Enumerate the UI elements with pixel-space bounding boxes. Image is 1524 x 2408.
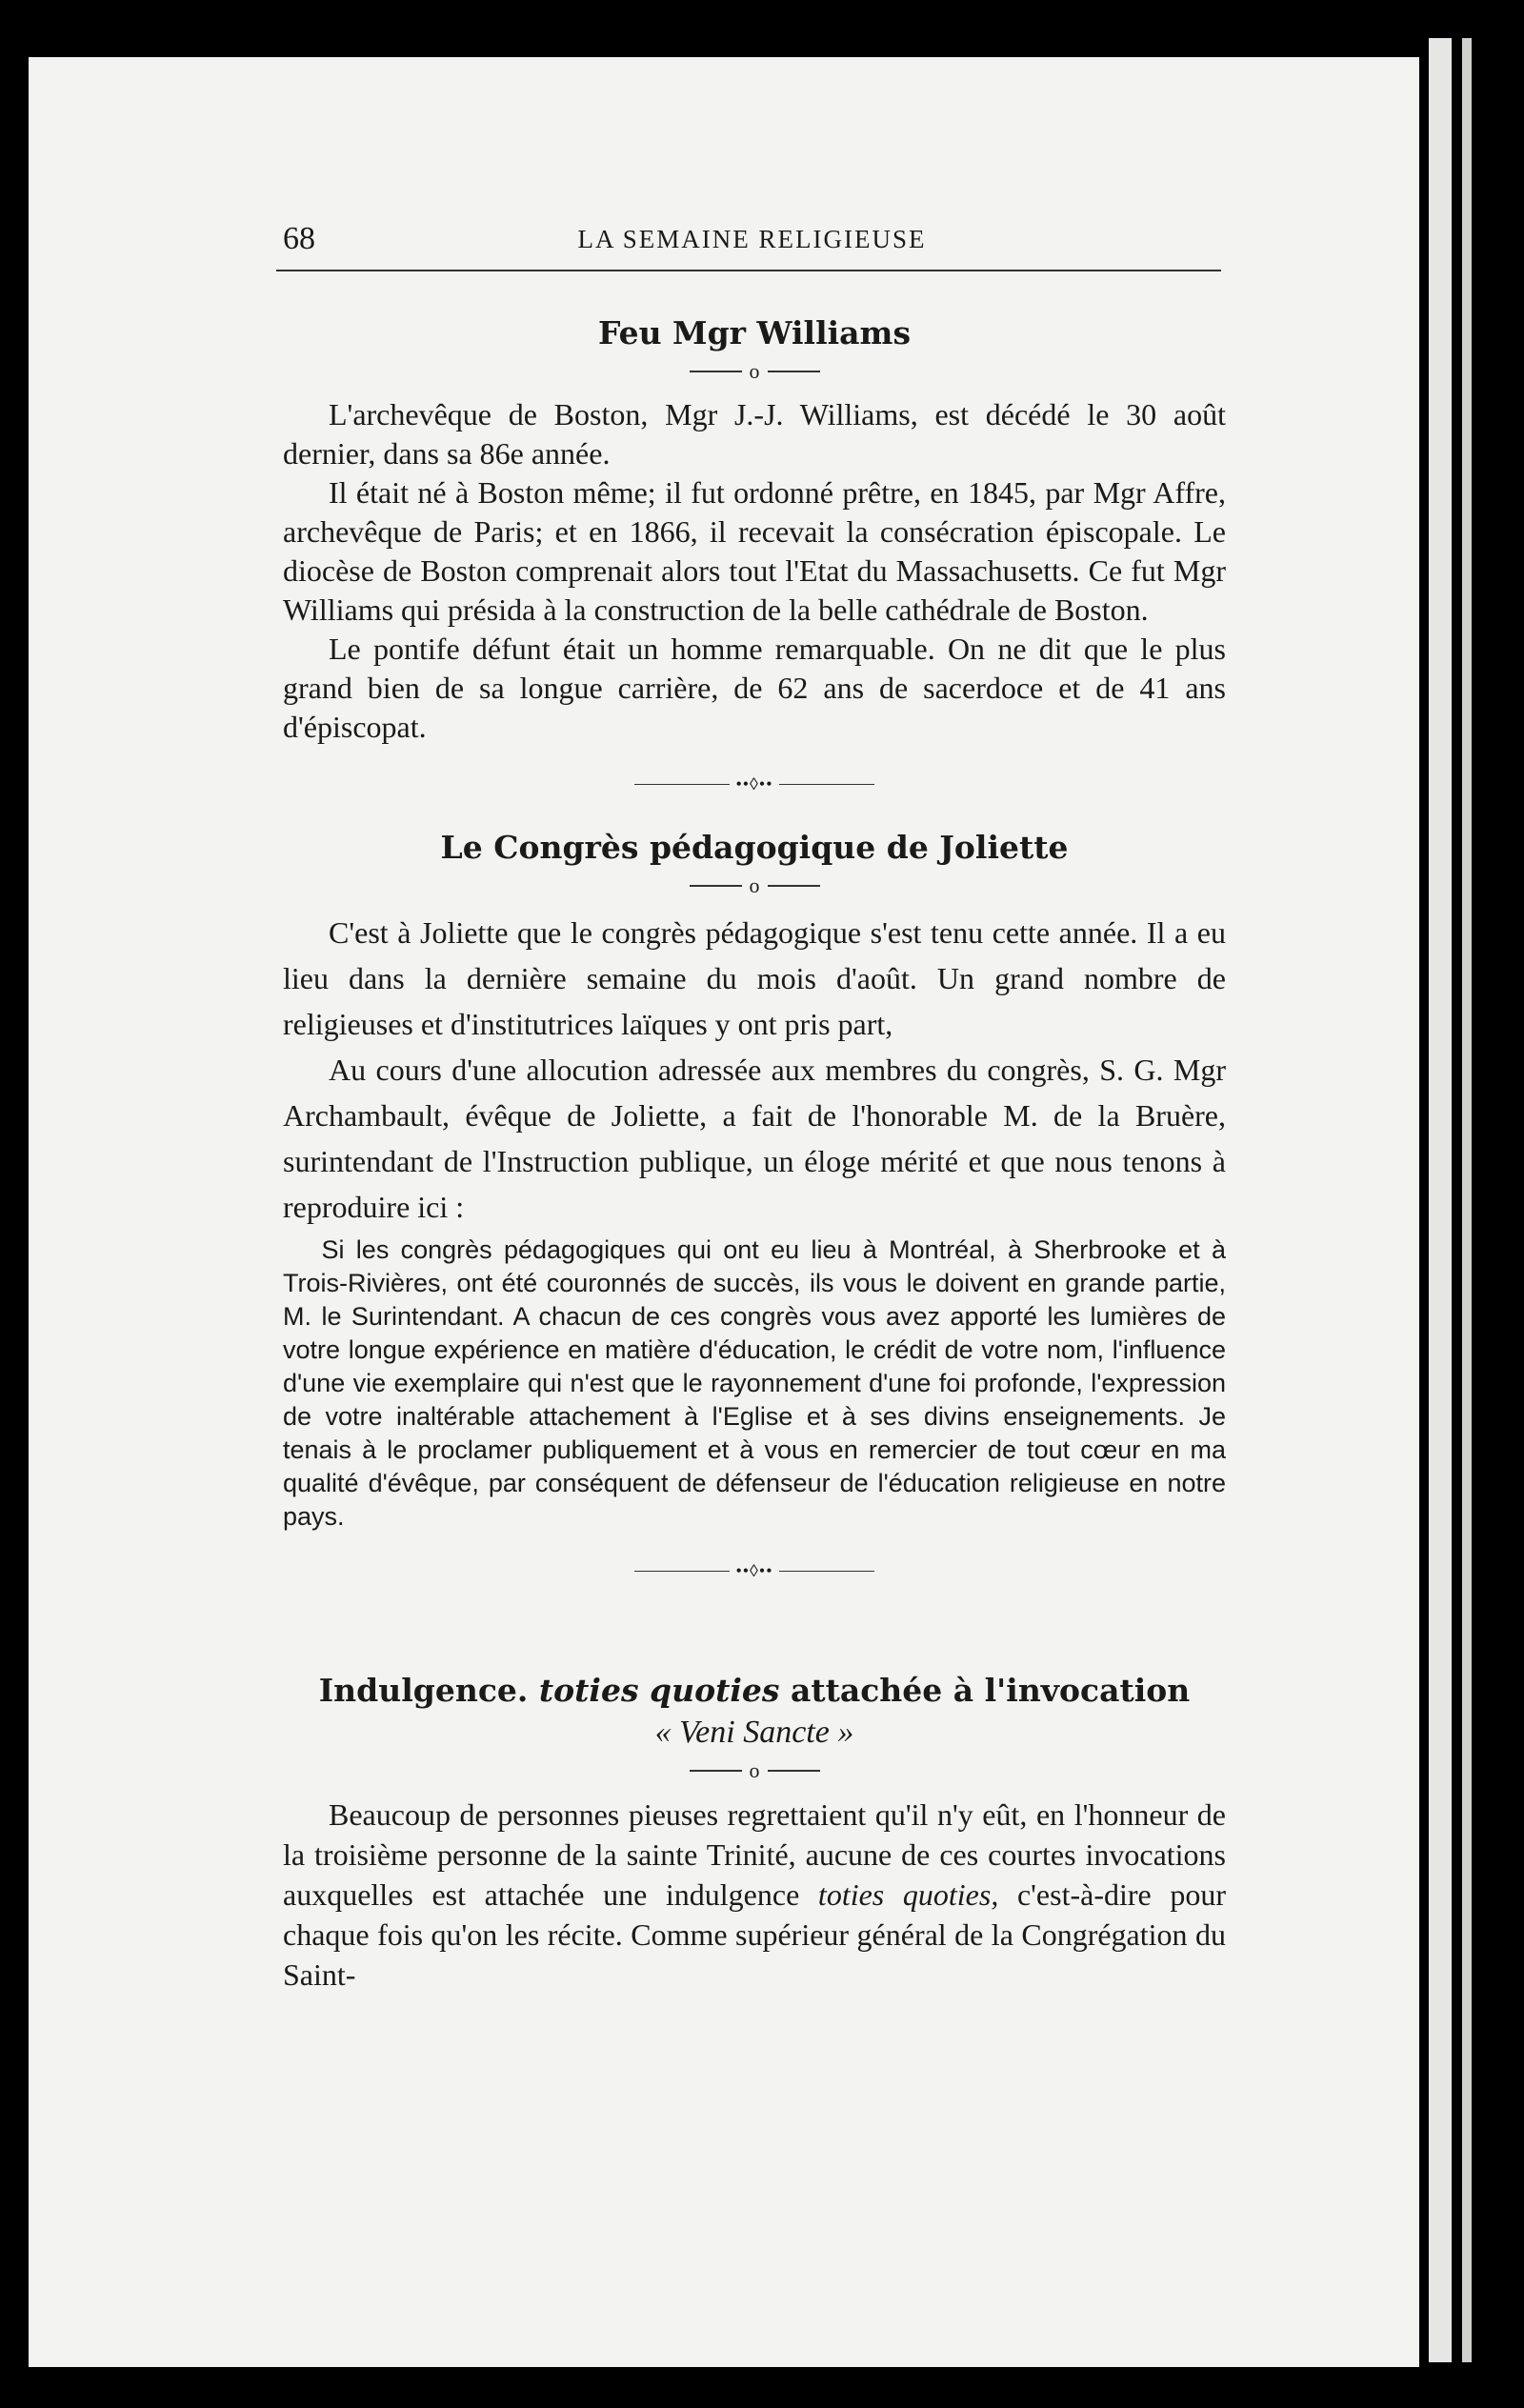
article-subtitle: « Veni Sancte » [654,1715,854,1750]
page-edge-shadow [1462,38,1472,2362]
paragraph: Il était né à Boston même; il fut ordonné prêtre, en 1845, par Mgr Affre, archevêque de Paris; et en 1866, il recevait la consécration épiscopale. Le diocèse de Boston comprenait alors tout l'Etat du Massachusetts. Ce fut Mgr Williams qui présida à la construction de la belle cathédrale de Boston. [283,474,1226,627]
paragraph: C'est à Joliette que le congrès pédagogique s'est tenu cette année. Il a eu lieu dans la dernière semaine du mois d'août. Un grand nombre de religieuses et d'institutrices laïques y ont pris part, [283,914,1226,1041]
article-title: Feu Mgr Williams [597,314,912,351]
paragraph: L'archevêque de Boston, Mgr J.-J. Williams, est décédé le 30 août dernier, dans sa 86e année. [283,396,1226,471]
title-separator: o [283,1756,1226,1783]
article-indulgence [283,1672,1226,1995]
quote-paragraph: Si les congrès pédagogiques qui ont eu lieu à Montréal, à Sherbrooke et à Trois-Rivières, ont été couronnés de succès, ils vous le doivent en grande partie, M. le Surintendant. A chacun de ces congrès vous avez apporté les lumières de votre longue expérience en matière d'éducation, le crédit de votre nom, l'influence d'une vie exemplaire qui n'est que le rayonnement d'une foi profonde, l'expression de votre inaltérable attachement à l'Eglise et à ses divins enseignements. Je tenais à le proclamer publiquement et à vous en remercier de tout cœur en ma qualité d'évêque, par conséquent de défenseur de l'éducation religieuse en notre pays. [283,1234,1226,1531]
paragraph: Le pontife défunt était un homme remarquable. On ne dit que le plus grand bien de sa longue carrière, de 62 ans de sacerdoce et de 41 ans d'épiscopat. [283,631,1226,744]
article-feu-mgr-williams [283,314,1226,812]
paragraph: Beaucoup de personnes pieuses regrettaient qu'il n'y eût, en l'honneur de la troisième personne de la sainte Trinité, aucune de ces courtes invocations auxquelles est attachée une indulgence toties quoties, c'est-à-dire pour chaque fois qu'on les récite. Comme supérieur général de la Congrégation du Saint- [283,1796,1227,1992]
section-ornament: ••◊•• [283,1560,1226,1581]
running-title: LA SEMAINE RELIGIEUSE [577,225,927,253]
running-head [283,221,1221,259]
header-rule [276,270,1221,271]
title-separator: o [283,357,1226,384]
section-ornament: ••◊•• [283,773,1226,794]
article-title: Indulgence. toties quoties attachée à l'invocation [318,1672,1191,1709]
title-separator: o [283,872,1226,898]
article-congres-pedagogique [283,829,1226,1598]
article-title: Le Congrès pédagogique de Joliette [440,829,1069,866]
paragraph: Au cours d'une allocution adressée aux membres du congrès, S. G. Mgr Archambault, évêque de Joliette, a fait de l'honorable M. de la Bruère, surintendant de l'Instruction publique, un éloge mérité et que nous tenons à reproduire ici : [283,1052,1226,1224]
page-number: 68 [283,221,315,256]
page-edge [1429,38,1452,2362]
quoted-address [283,1234,1226,1534]
